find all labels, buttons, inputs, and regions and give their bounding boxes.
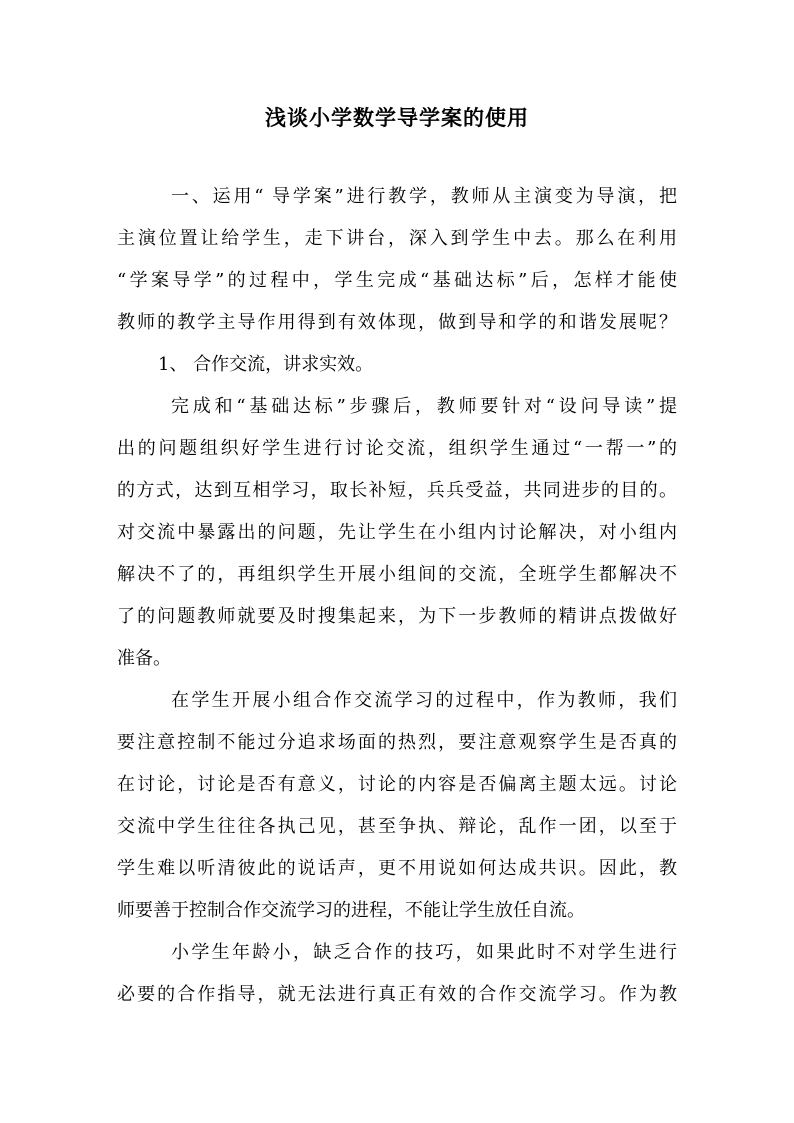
document-title: 浅谈小学数学导学案的使用 bbox=[265, 105, 529, 130]
paragraph-line: 出的问题组织好学生进行讨论交流，组织学生通过“一帮一”的 bbox=[117, 438, 677, 459]
paragraph-line: 交流中学生往往各执己见，甚至争执、辩论，乱作一团，以至于 bbox=[117, 816, 677, 837]
paragraph-line: 师要善于控制合作交流学习的进程，不能让学生放任自流。 bbox=[117, 900, 585, 921]
paragraph-line: 了的问题教师就要及时搜集起来，为下一步教师的精讲点拨做好 bbox=[117, 606, 677, 627]
paragraph-line: 完成和“基础达标”步骤后，教师要针对“设问导读”提 bbox=[171, 396, 677, 417]
paragraph-line: 一、运用“ 导学案”进行教学，教师从主演变为导演，把 bbox=[171, 186, 677, 207]
paragraph-line: 解决不了的，再组织学生开展小组间的交流，全班学生都解决不 bbox=[117, 564, 677, 585]
paragraph-line: 的方式，达到互相学习，取长补短，兵兵受益，共同进步的目的。 bbox=[117, 480, 677, 501]
paragraph-line: 小学生年龄小，缺乏合作的技巧，如果此时不对学生进行 bbox=[171, 942, 677, 963]
paragraph-line: 对交流中暴露出的问题，先让学生在小组内讨论解决，对小组内 bbox=[117, 522, 677, 543]
paragraph-line: 在讨论，讨论是否有意义，讨论的内容是否偏离主题太远。讨论 bbox=[117, 774, 677, 795]
list-item-heading: 1、 合作交流，讲求实效。 bbox=[158, 354, 374, 375]
paragraph-line: “学案导学”的过程中，学生完成“基础达标”后，怎样才能使 bbox=[117, 270, 677, 291]
paragraph-line: 要注意控制不能过分追求场面的热烈，要注意观察学生是否真的 bbox=[117, 732, 677, 753]
paragraph-line: 学生难以听清彼此的说话声，更不用说如何达成共识。因此，教 bbox=[117, 858, 677, 879]
paragraph-line: 在学生开展小组合作交流学习的过程中，作为教师，我们 bbox=[171, 690, 677, 711]
paragraph-line: 准备。 bbox=[117, 648, 171, 669]
paragraph-line: 主演位置让给学生，走下讲台，深入到学生中去。那么在利用 bbox=[117, 228, 677, 249]
paragraph-line: 教师的教学主导作用得到有效体现，做到导和学的和谐发展呢？ bbox=[117, 312, 677, 333]
paragraph-line: 必要的合作指导，就无法进行真正有效的合作交流学习。作为教 bbox=[117, 984, 677, 1005]
